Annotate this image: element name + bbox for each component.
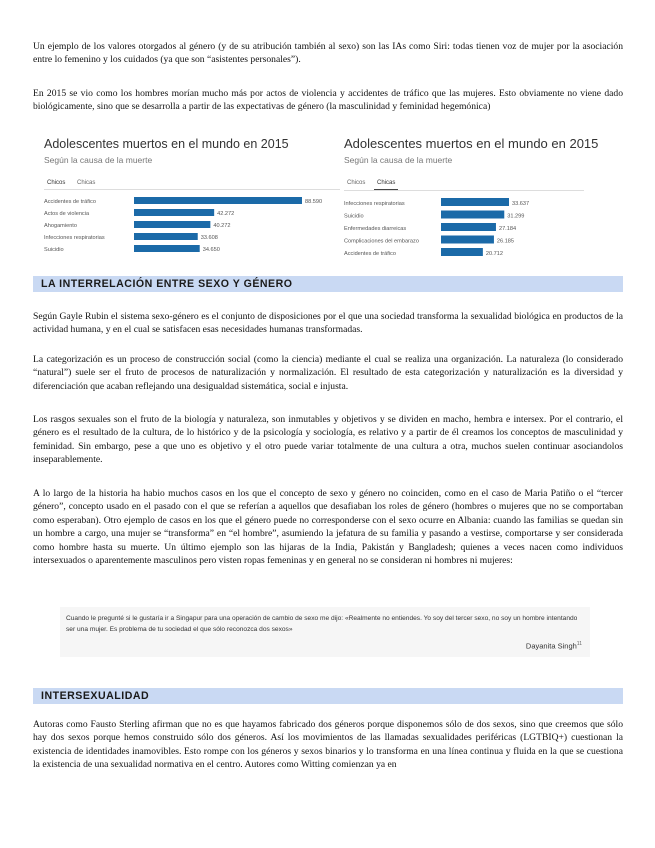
quote-block: [60, 607, 590, 657]
bar-value-label: 33.608: [200, 235, 218, 241]
quote-text: Cuando le pregunté si le gustaría ir a Singapur para una operación de cambio de sexo me dijo: «Realmente no entiendes. Yo soy del tercer sexo, no soy un hombre intentando ser una mujer. Es problema de tu sociedad el que sólo reconozca dos sexos»: [66, 615, 578, 633]
paragraph-fausto-sterling: Autoras como Fausto Sterling afirman que no es que hayamos fabricado dos géneros porque disponemos sólo de dos sexos, sino que creemos que sólo hay dos sexos porque hemos construido sólo dos géneros. Así los movimientos de las llamadas sexualidades periféricas (LGTBIQ+) cuestionan la existencia de identidades inamovibles. Esto rompe con los géneros y sexos binarios y lo transforma en una línea continua y fluida en la que se cuestiona la existencia de una sexualidad normativa en el centro. Autores como Witting comienzan ya en: [33, 719, 623, 771]
chart-tabs: [344, 178, 402, 190]
bar[interactable]: [441, 223, 496, 231]
bar[interactable]: [441, 198, 509, 206]
quote-author-name: Dayanita Singh: [525, 641, 577, 650]
bar[interactable]: [134, 221, 210, 228]
paragraph-rasgos-sexuales: Los rasgos sexuales son el fruto de la biología y naturaleza, son inmutables y objetivos y se dividen en macho, hembra e intersex. Por el contrario, el género es el resultado de la cultura, de lo histórico y de la psicología y sociología, es relativo y a partir de él creamos los conceptos de masculinidad y feminidad. Sin embargo, pese a que uno es objetivo y el otro puede variar totalmente de una cultura a otra, muchos suelen continuar asociandolos inseparablemente.: [33, 414, 623, 466]
bar-category-label: Suicidio: [344, 213, 364, 220]
bar[interactable]: [441, 236, 494, 244]
tab-chicas[interactable]: Chicas: [374, 178, 398, 190]
tab-chicos[interactable]: Chicos: [44, 178, 68, 190]
bar-category-label: Actos de violencia: [44, 211, 90, 217]
tab-chicas[interactable]: Chicas: [77, 180, 96, 186]
bar-category-label: Ahogamiento: [44, 223, 77, 229]
chart-bars: [44, 197, 340, 263]
bar-category-label: Enfermedades diarreicas: [344, 226, 407, 232]
quote-author: [526, 639, 582, 652]
bar-category-label: Accidentes de tráfico: [44, 199, 96, 205]
chart-deaths-boys: [44, 137, 340, 265]
bar[interactable]: [134, 233, 198, 240]
bar-value-label: 33.637: [512, 201, 530, 207]
bar[interactable]: [134, 209, 214, 216]
paragraph-gayle-rubin: Según Gayle Rubin el sistema sexo-género es el conjunto de disposiciones por el que una sociedad transforma la sexualidad biológica en productos de la actividad humana, y en el cual se satisfacen esas necesidades humanas transformadas.: [33, 311, 623, 336]
bar-value-label: 27.184: [498, 226, 517, 232]
bar[interactable]: [134, 197, 302, 204]
bar-value-label: 31.299: [507, 213, 525, 220]
bar-value-label: 20.712: [485, 251, 503, 257]
bar-value-label: 88.590: [305, 199, 323, 205]
section-heading-intersexualidad: INTERSEXUALIDAD: [33, 688, 623, 704]
paragraph-historia-casos: A lo largo de la historia ha habio muchos casos en los que el concepto de sexo y género no coinciden, como en el caso de Maria Patiño o el “tercer género”, concepto usado en el pasado con el que se referían a aquellos que desafiaban los roles de género (hombres o mujeres que no se comportaban como esperaban). Otro ejemplo de casos en los que el género puede no corresponderse con el sexo ocurre en Albania: cuando las familias se quedan sin un hombre a cargo, una mujer se “transforma” en “el hombre”, asumiendo la jefatura de su familia y pasando a vestirse, comportarse y ser considerada como hombre hasta su muerte. Un último ejemplo son las hijaras de la India, Pakistán y Bangladesh; quienes a veces nacen como individuos intersexuados o aparentemente masculinos pero visten ropas femeninas y en general no se consideran ni hombres ni mujeres:: [33, 488, 623, 567]
bar[interactable]: [441, 211, 504, 219]
bar-value-label: 42.272: [217, 211, 235, 217]
chart-subtitle: Según la causa de la muerte: [344, 155, 453, 165]
section-heading-sexo-genero: LA INTERRELACIÓN ENTRE SEXO Y GÉNERO: [33, 276, 623, 292]
chart-deaths-girls: [344, 136, 624, 266]
bar[interactable]: [134, 245, 200, 252]
chart-divider: [44, 189, 340, 190]
bar-value-label: 40.272: [213, 223, 231, 229]
bar[interactable]: [441, 248, 483, 256]
footnote-marker: 11: [576, 640, 582, 647]
chart-subtitle: Según la causa de la muerte: [44, 155, 153, 165]
chart-title: Adolescentes muertos en el mundo en 2015: [344, 136, 599, 151]
bar-value-label: 26.185: [496, 238, 515, 245]
paragraph-2015-deaths: En 2015 se vio como los hombres morían mucho más por actos de violencia y accidentes de tráfico que las mujeres. Esto obviamente no viene dado biológicamente, sino que se desarrolla a partir de las expectativas de género (la masculinidad y feminidad hegemónica): [33, 88, 623, 113]
bar-category-label: Infecciones respiratorias: [344, 201, 405, 207]
bar-category-label: Infecciones respiratorias: [44, 235, 105, 241]
chart-bars: [344, 198, 624, 264]
bar-value-label: 34.650: [202, 247, 220, 253]
chart-title: Adolescentes muertos en el mundo en 2015: [44, 137, 289, 151]
bar-category-label: Suicidio: [44, 247, 64, 253]
chart-divider: [344, 190, 584, 191]
paragraph-ia-voices: Un ejemplo de los valores otorgados al género (y de su atribución también al sexo) son las IAs como Siri: todas tienen voz de mujer por la asociación entre lo femenino y los cuidados (ya que son “asistentes personales”).: [33, 41, 623, 66]
bar-category-label: Accidentes de tráfico: [344, 251, 396, 257]
paragraph-categorizacion: La categorización es un proceso de construcción social (como la ciencia) mediante el cual se realiza una organización. La naturaleza (lo considerado “natural”) suele ser el fruto de procesos de naturalización y normalización. El resultado de esta categorización y naturalización es la diversidad y diferenciación que acaban reflejando una desigualdad sistemática, social e injusta.: [33, 354, 623, 392]
tab-chicos[interactable]: Chicos: [347, 180, 366, 186]
bar-category-label: Complicaciones del embarazo: [344, 238, 419, 245]
